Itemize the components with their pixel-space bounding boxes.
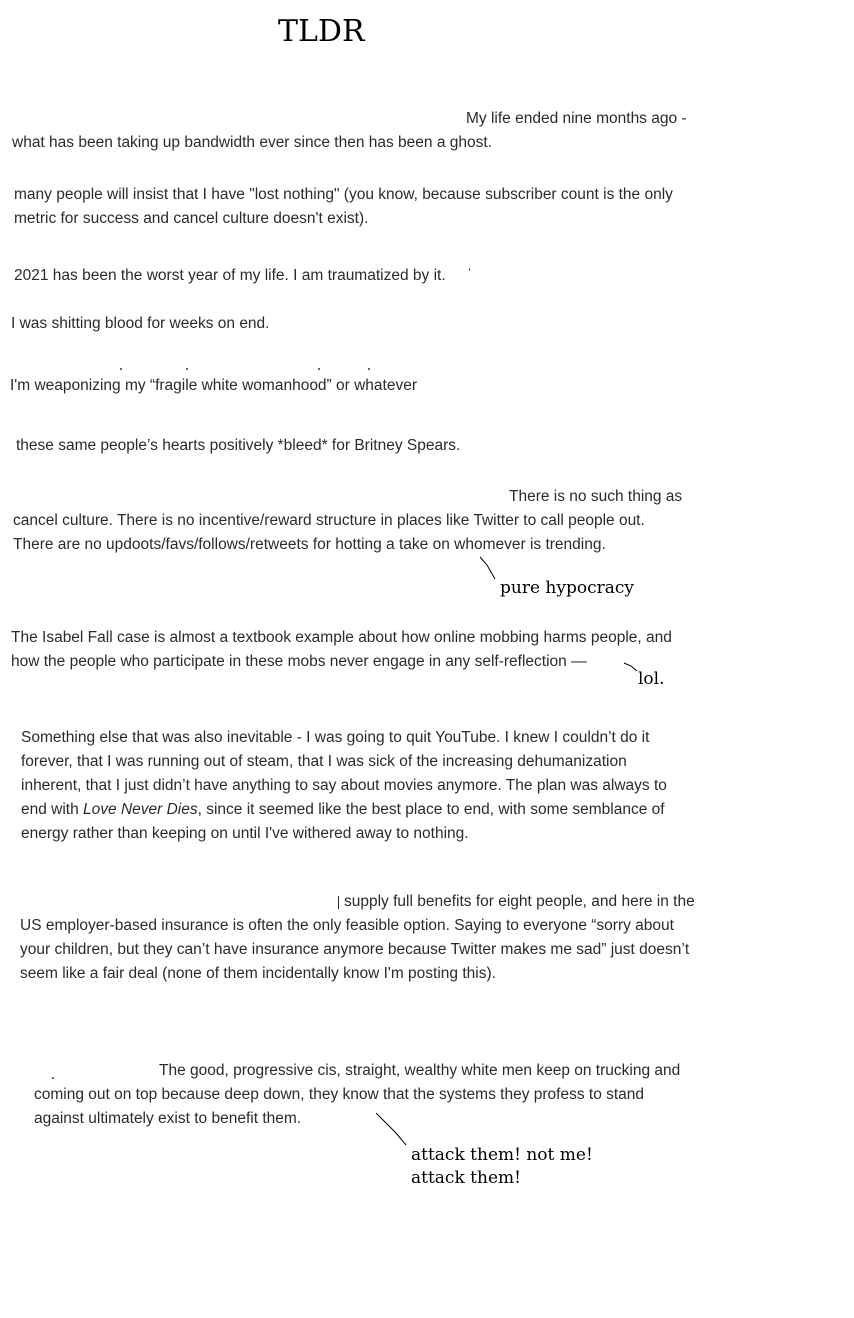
annotation-pointer-3 (374, 1111, 408, 1147)
quote-8-line-1: The Isabel Fall case is almost a textbook example about how online mobbing harms people, and (11, 629, 672, 646)
quote-11-line-3: against ultimately exist to benefit them. (34, 1110, 302, 1127)
page-title: TLDR (278, 14, 365, 49)
quote-9-line-5: energy rather than keeping on until I've withered away to nothing. (21, 825, 469, 842)
quote-3-line-1: 2021 has been the worst year of my life. I am traumatized by it. (14, 267, 446, 284)
annotation-attack-them-line-1: attack them! not me! (411, 1145, 593, 1165)
quote-9-line-3: inherent, that I just didn’t have anything to say about movies anymore. The plan was always to (21, 777, 667, 794)
quote-9-film-title: Love Never Dies (83, 801, 198, 818)
cropped-text-fragment (338, 896, 339, 909)
quote-11-line-1: The good, progressive cis, straight, wealthy white men keep on trucking and (159, 1062, 681, 1079)
cropped-text-fragment (318, 368, 320, 370)
annotation-pointer-1 (478, 555, 500, 581)
quote-6-line-1: these same people’s hearts positively *bleed* for Britney Spears. (16, 437, 461, 454)
annotation-attack-them-line-2: attack them! (411, 1168, 521, 1188)
quote-9-line-4-end: , since it seemed like the best place to end, with some semblance of (197, 801, 665, 818)
quote-9-line-2: forever, that I was running out of steam, that I was sick of the increasing dehumanization (21, 753, 627, 770)
quote-5-line-1: I'm weaponizing my “fragile white womanhood” or whatever (10, 377, 418, 394)
cropped-text-fragment (469, 268, 470, 271)
quote-10-line-3: your children, but they can’t have insurance anymore because Twitter makes me sad” just doesn’t (20, 941, 690, 958)
cropped-text-fragment (368, 368, 370, 370)
quote-1-line-2: what has been taking up bandwidth ever since then has been a ghost. (12, 134, 492, 151)
cropped-text-fragment (186, 368, 188, 370)
quote-10-line-2: US employer-based insurance is often the only feasible option. Saying to everyone “sorry about (20, 917, 674, 934)
quote-4-line-1: I was shitting blood for weeks on end. (11, 315, 270, 332)
quote-7-line-2: cancel culture. There is no incentive/reward structure in places like Twitter to call people out. (13, 512, 645, 529)
quote-10-line-1: supply full benefits for eight people, and here in the (344, 893, 695, 910)
quote-9-line-4-start: end with (21, 801, 84, 818)
quote-2-line-1: many people will insist that I have "lost nothing" (you know, because subscriber count is the only (14, 186, 673, 203)
quote-11-line-2: coming out on top because deep down, they know that the systems they profess to stand (34, 1086, 645, 1103)
quote-7-line-1: There is no such thing as (509, 488, 683, 505)
quote-1-line-1: My life ended nine months ago - (466, 110, 687, 127)
quote-9-line-4 (21, 798, 665, 822)
quote-8-line-2: how the people who participate in these mobs never engage in any self-reflection — (11, 653, 587, 670)
quote-7-line-3: There are no updoots/favs/follows/retweets for hotting a take on whomever is trending. (13, 536, 606, 553)
cropped-text-fragment (52, 1077, 54, 1079)
quote-2-line-2: metric for success and cancel culture doesn't exist). (14, 210, 369, 227)
cropped-text-fragment (120, 368, 122, 370)
annotation-lol: lol. (638, 669, 665, 689)
annotation-pure-hypocracy: pure hypocracy (500, 578, 634, 598)
quote-9-line-1: Something else that was also inevitable - I was going to quit YouTube. I knew I couldn’t do it (21, 729, 650, 746)
quote-10-line-4: seem like a fair deal (none of them incidentally know I'm posting this). (20, 965, 496, 982)
